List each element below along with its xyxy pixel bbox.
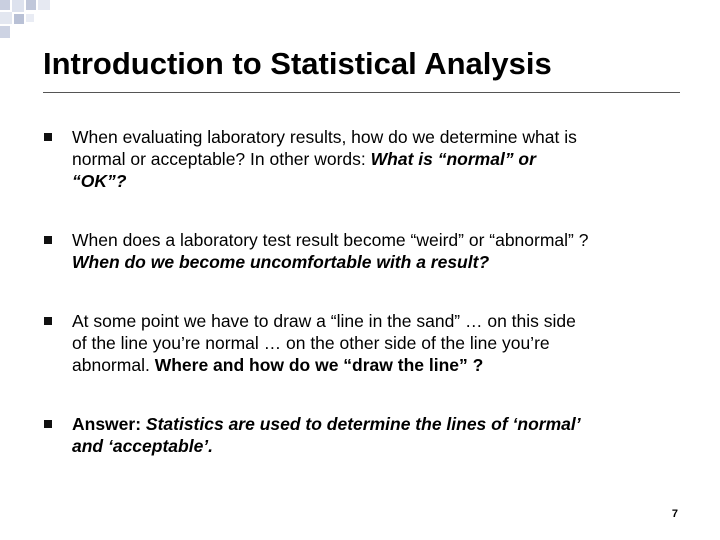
bullet-emphasis: When do we become uncomfortable with a result?: [72, 252, 490, 272]
square-bullet-icon: [44, 317, 52, 325]
bullet-text: When evaluating laboratory results, how do we determine what is: [72, 127, 577, 147]
bullet-text: of the line you’re normal … on the other side of the line you’re: [72, 333, 550, 353]
slide-title: Introduction to Statistical Analysis: [43, 46, 552, 81]
bullet-text: At some point we have to draw a “line in the sand” … on this side: [72, 311, 576, 331]
bullet-emphasis: “OK”?: [72, 171, 127, 191]
page-number: 7: [671, 508, 678, 520]
square-bullet-icon: [44, 236, 52, 244]
bullet-emphasis: Statistics are used to determine the lines of ‘normal’: [145, 414, 581, 434]
bullet-item: [44, 310, 684, 376]
bullet-item: [44, 229, 684, 273]
square-bullet-icon: [44, 133, 52, 141]
bullet-emphasis: and ‘acceptable’.: [72, 436, 214, 456]
bullet-item: [44, 413, 684, 457]
answer-label: Answer:: [72, 414, 146, 434]
bullet-text: When does a laboratory test result become “weird” or “abnormal” ?: [72, 230, 589, 250]
bullet-list: [44, 126, 684, 457]
bullet-emphasis: What is “normal” or: [370, 149, 536, 169]
corner-decoration: [0, 0, 60, 48]
bullet-bold: Where and how do we “draw the line” ?: [154, 355, 484, 375]
title-divider: [43, 92, 680, 93]
square-bullet-icon: [44, 420, 52, 428]
bullet-item: [44, 126, 684, 192]
bullet-text: abnormal.: [72, 355, 155, 375]
bullet-text: normal or acceptable? In other words:: [72, 149, 371, 169]
